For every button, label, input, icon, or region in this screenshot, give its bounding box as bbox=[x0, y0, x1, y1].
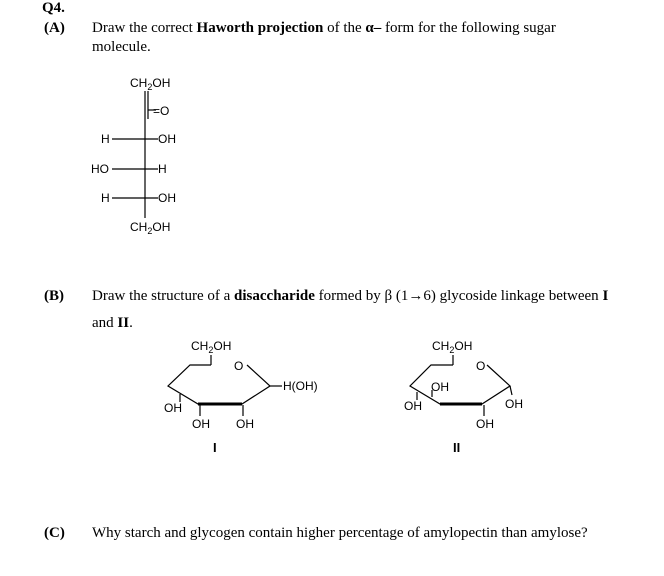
sugar-2-oh-right: OH bbox=[505, 397, 523, 411]
question-number: Q4. bbox=[42, 0, 65, 16]
part-a-text-2: of the bbox=[323, 20, 366, 36]
sugar-2-ring bbox=[410, 365, 510, 404]
sugar-2-oh-up: OH bbox=[431, 380, 449, 394]
part-a-emphasis: Haworth projection bbox=[196, 20, 324, 36]
sugar-1-structure bbox=[164, 339, 318, 455]
fischer-row-3-left: H bbox=[101, 191, 110, 205]
part-a-text-3: form for the following sugar bbox=[381, 20, 556, 36]
sugar-1-ring-oxygen: O bbox=[234, 359, 244, 373]
part-b-text-3: and bbox=[92, 315, 118, 331]
part-a-text: Draw the correct bbox=[92, 20, 197, 36]
fischer-row-2-left: HO bbox=[91, 162, 109, 176]
part-a-label: (A) bbox=[44, 20, 65, 36]
sugar-2-label: II bbox=[453, 440, 461, 455]
fischer-row-3-right: OH bbox=[158, 191, 176, 205]
sugar-2-ch2oh: $CH_2OH$ bbox=[432, 339, 473, 355]
sugar-1-anomeric-group: H(OH) bbox=[283, 379, 318, 393]
part-b-text-2: formed by β (1→6) glycoside linkage between bbox=[314, 288, 603, 304]
sugar-1-oh-bottom-2: OH bbox=[236, 417, 254, 431]
fischer-top-group: $CH_2OH$ bbox=[130, 76, 171, 92]
fischer-row-2-right: H bbox=[158, 162, 167, 176]
sugar-2-oh-left: OH bbox=[404, 399, 422, 413]
sugar-2-oh-bottom: OH bbox=[476, 417, 494, 431]
sugar-2-c1-bond bbox=[510, 386, 512, 395]
part-c-label: (C) bbox=[44, 525, 65, 541]
sugar-2-structure bbox=[404, 339, 523, 455]
part-b-text-4: . bbox=[129, 315, 133, 331]
alpha-symbol: α– bbox=[365, 20, 382, 36]
part-a-line-2: molecule. bbox=[92, 39, 151, 55]
sugar-1-ch2oh: $CH_2OH$ bbox=[191, 339, 232, 355]
fischer-projection bbox=[91, 76, 176, 236]
fischer-bottom-group: $CH_2OH$ bbox=[130, 220, 171, 236]
part-b-roman-2: II bbox=[117, 315, 130, 331]
part-b-emphasis: disaccharide bbox=[234, 288, 315, 304]
part-b-label: (B) bbox=[44, 288, 64, 304]
fischer-row-1-left: H bbox=[101, 132, 110, 146]
sugar-1-ring bbox=[168, 365, 270, 404]
part-b-roman-1: I bbox=[602, 288, 609, 304]
part-c-text: Why starch and glycogen contain higher percentage of amylopectin than amylose? bbox=[92, 525, 588, 541]
fischer-row-1-right: OH bbox=[158, 132, 176, 146]
part-b-text: Draw the structure of a bbox=[92, 288, 235, 304]
sugar-1-oh-left: OH bbox=[164, 401, 182, 415]
sugar-1-label: I bbox=[213, 440, 217, 455]
sugar-2-ring-oxygen: O bbox=[476, 359, 486, 373]
fischer-carbonyl: =O bbox=[153, 104, 170, 118]
sugar-1-oh-bottom-1: OH bbox=[192, 417, 210, 431]
